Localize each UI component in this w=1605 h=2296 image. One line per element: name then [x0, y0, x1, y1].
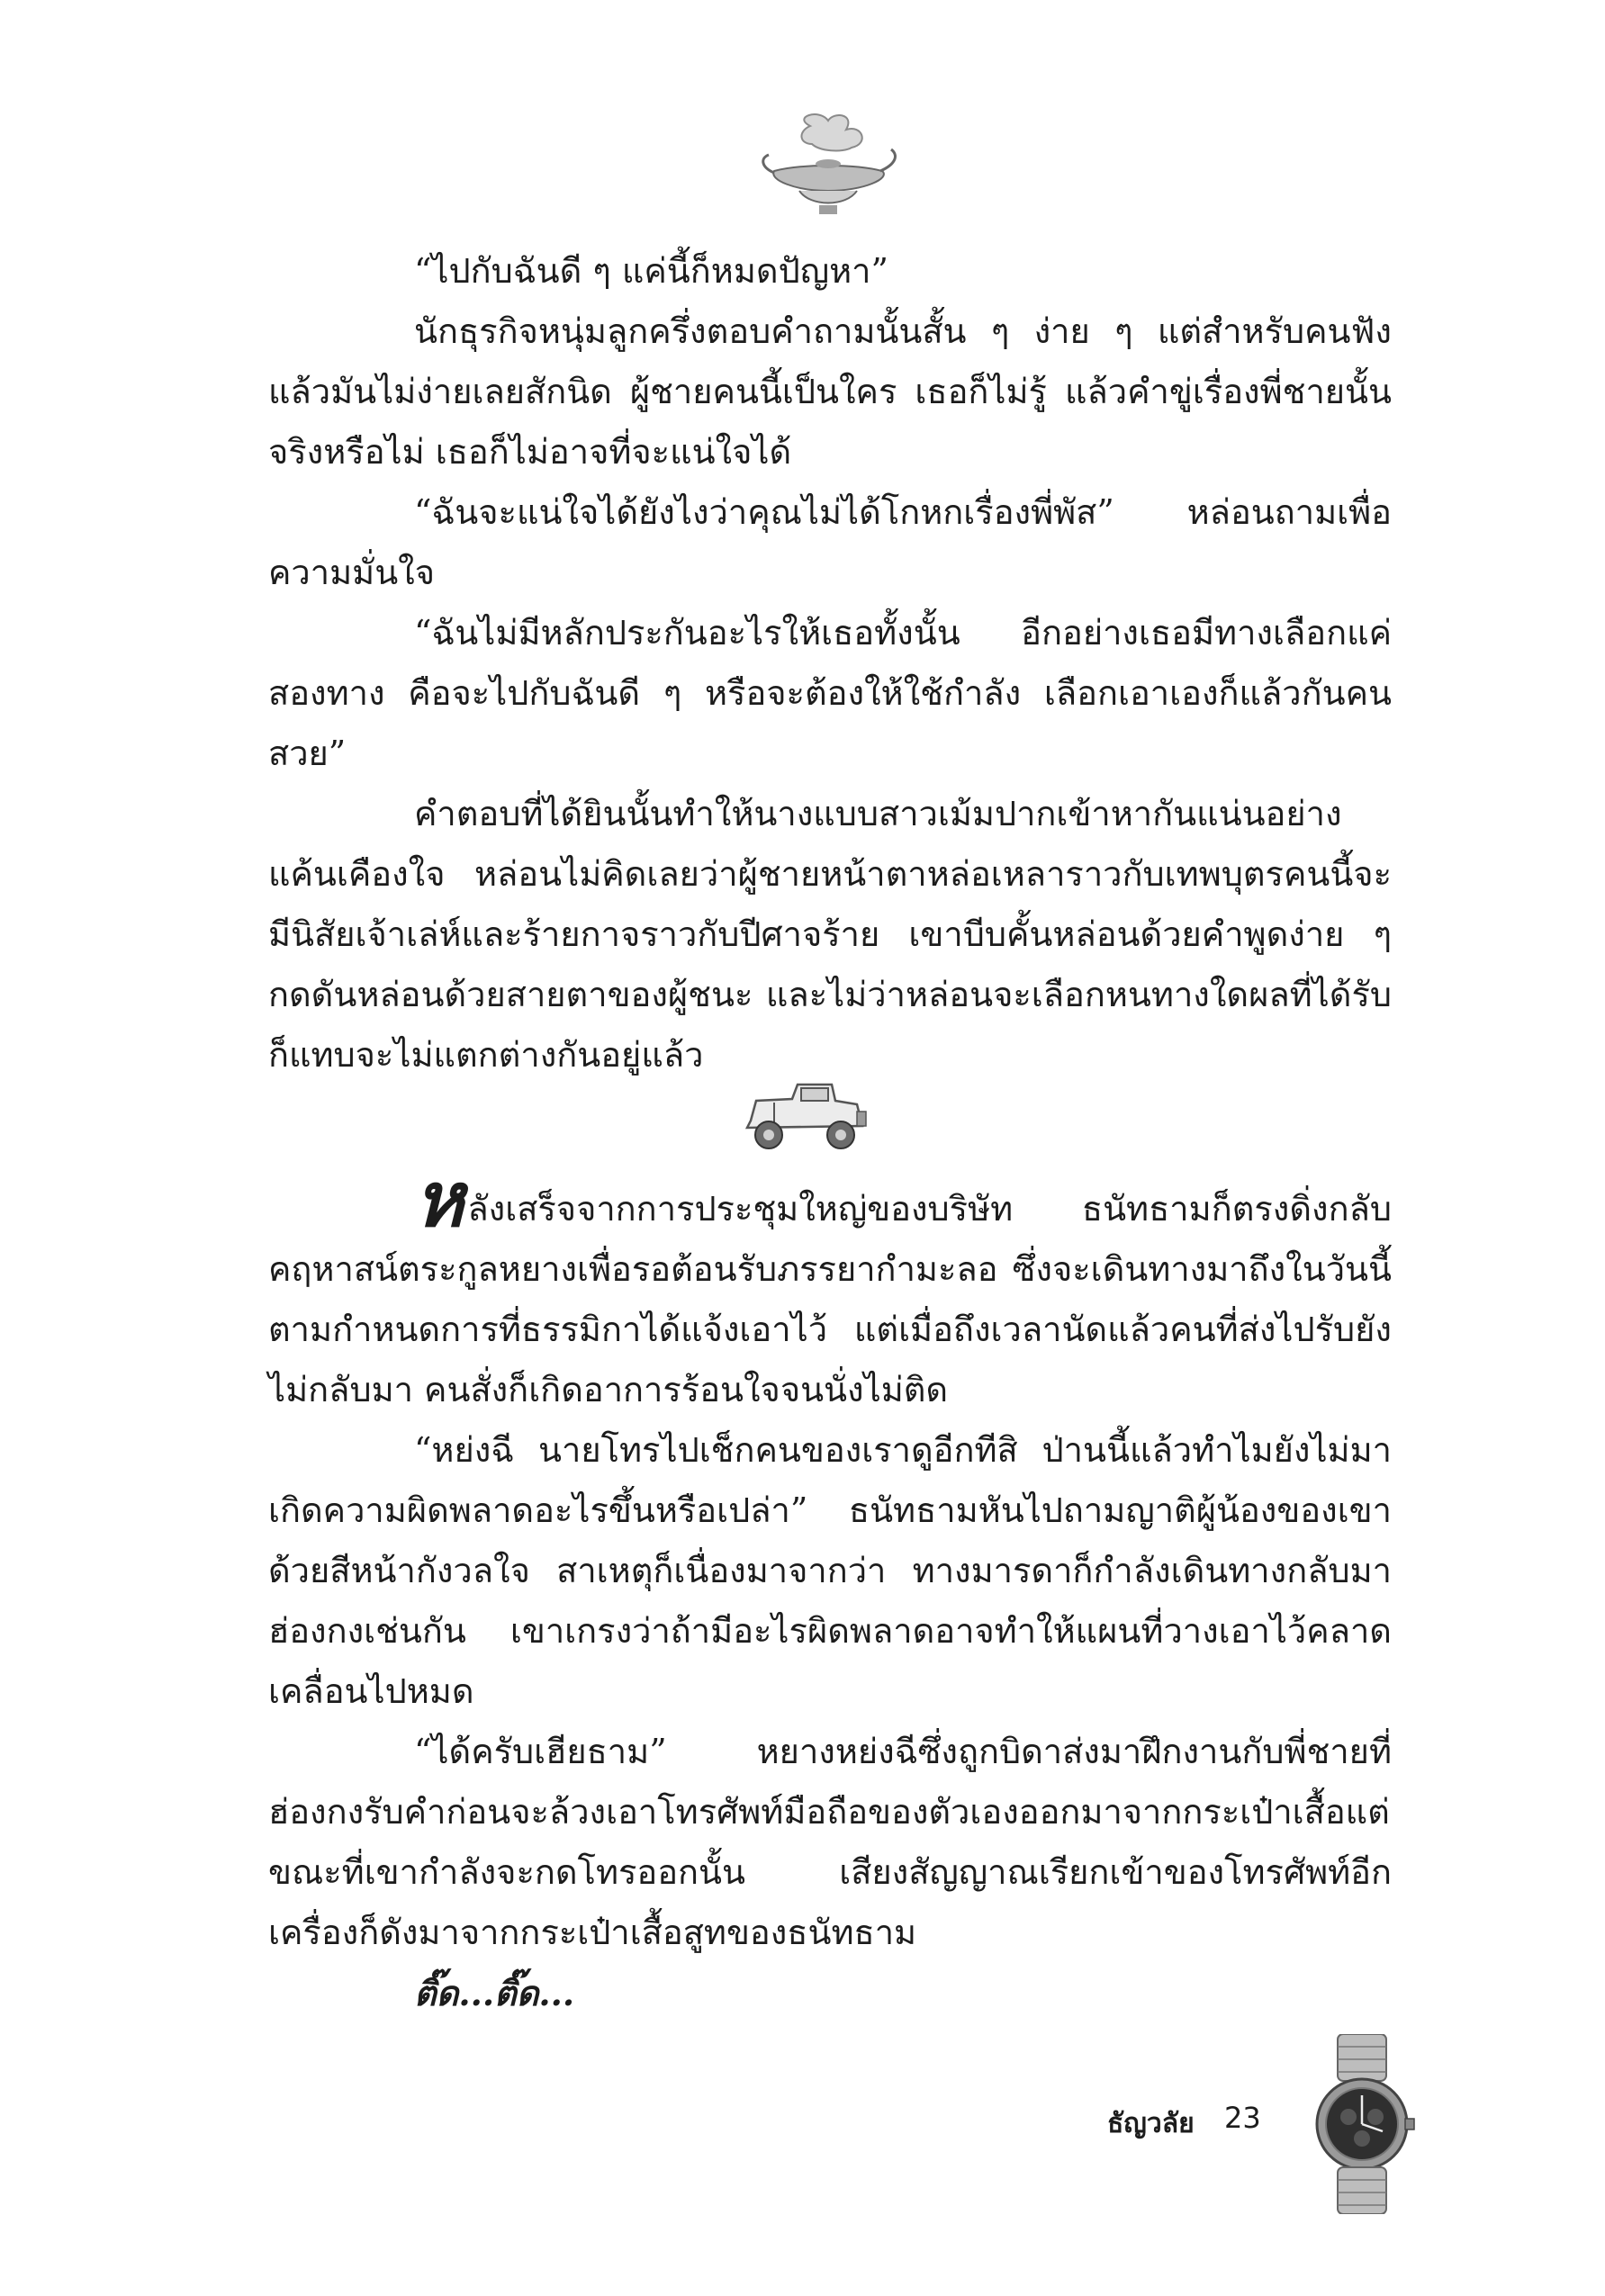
- paragraph: นักธุรกิจหนุ่มลูกครึ่งตอบคำถามนั้นสั้น ๆ ง่าย ๆ แต่สำหรับคนฟังแล้วมันไม่ง่ายเลยสักนิด ผู้ชายคนนี้เป็นใคร เธอก็ไม่รู้ แล้วคำขู่เรื่องพี่ชายนั้นจริงหรือไม่ เธอก็ไม่อาจที่จะแน่ใจได้: [268, 311, 1392, 472]
- paragraph: “ไปกับฉันดี ๆ แค่นี้ก็หมดปัญหา”: [414, 251, 888, 291]
- paragraph: “ได้ครับเฮียธาม” หยางหย่งฉีซึ่งถูกบิดาส่งมาฝึกงานกับพี่ชายที่ฮ่องกงรับคำก่อนจะล้วงเอาโทรศัพท์มือถือของตัวเองออกมาจากกระเป๋าเสื้อแต่ขณะที่เขากำลังจะกดโทรออกนั้น เสียงสัญญาณเรียกเข้าของโทรศัพท์อีกเครื่องก็ดังมาจากกระเป๋าเสื้อสูทของธนัทธาม: [268, 1732, 1392, 1952]
- jeep-icon: [738, 1076, 873, 1161]
- text-block-2: [268, 1155, 1392, 2023]
- genie-lamp-icon: [756, 108, 900, 225]
- text-block-1: [268, 241, 1392, 1085]
- drop-cap-text: ลังเสร็จจากการประชุมใหญ่ของบริษัท ธนัทธามก็ตรงดิ่งกลับคฤหาสน์ตระกูลหยางเพื่อรอต้อนรับภรรยากำมะลอ ซึ่งจะเดินทางมาถึงในวันนี้ตามกำหนดการที่ธรรมิกาได้แจ้งเอาไว้ แต่เมื่อถึงเวลานัดแล้วคนที่ส่งไปรับยังไม่กลับมา คนสั่งก็เกิดอาการร้อนใจจนนั่งไม่ติด: [268, 1189, 1392, 1409]
- drop-cap: ห: [414, 1155, 464, 1244]
- page-number: 23: [1224, 2101, 1261, 2135]
- paragraph: คำตอบที่ได้ยินนั้นทำให้นางแบบสาวเม้มปากเข้าหากันแน่นอย่างแค้นเคืองใจ หล่อนไม่คิดเลยว่าผู้ชายหน้าตาหล่อเหลาราวกับเทพบุตรคนนี้จะมีนิสัยเจ้าเล่ห์และร้ายกาจราวกับปีศาจร้าย เขาบีบคั้นหล่อนด้วยคำพูดง่าย ๆ กดดันหล่อนด้วยสายตาของผู้ชนะ และไม่ว่าหล่อนจะเลือกหนทางใดผลที่ได้รับก็แทบจะไม่แตกต่างกันอยู่แล้ว: [268, 794, 1392, 1075]
- chapter-opening-paragraph: [268, 1155, 1392, 1420]
- running-footer-title: ธัญวลัย: [1107, 2108, 1195, 2139]
- sound-effect-text: ติ๊ด...ติ๊ด...: [414, 1973, 575, 2013]
- wristwatch-icon: [1303, 2034, 1420, 2214]
- paragraph: “ฉันจะแน่ใจได้ยังไงว่าคุณไม่ได้โกหกเรื่องพี่พัส” หล่อนถามเพื่อความมั่นใจ: [268, 492, 1392, 592]
- paragraph: “ฉันไม่มีหลักประกันอะไรให้เธอทั้งนั้น อีกอย่างเธอมีทางเลือกแค่สองทาง คือจะไปกับฉันดี ๆ หรือจะต้องให้ใช้กำลัง เลือกเอาเองก็แล้วกันคนสวย”: [268, 613, 1392, 773]
- paragraph: “หย่งฉี นายโทรไปเช็กคนของเราดูอีกทีสิ ป่านนี้แล้วทำไมยังไม่มาเกิดความผิดพลาดอะไรขึ้นหรือเปล่า” ธนัทธามหันไปถามญาติผู้น้องของเขาด้วยสีหน้ากังวลใจ สาเหตุก็เนื่องมาจากว่า ทางมารดาก็กำลังเดินทางกลับมาฮ่องกงเช่นกัน เขาเกรงว่าถ้ามีอะไรผิดพลาดอาจทำให้แผนที่วางเอาไว้คลาดเคลื่อนไปหมด: [268, 1430, 1392, 1711]
